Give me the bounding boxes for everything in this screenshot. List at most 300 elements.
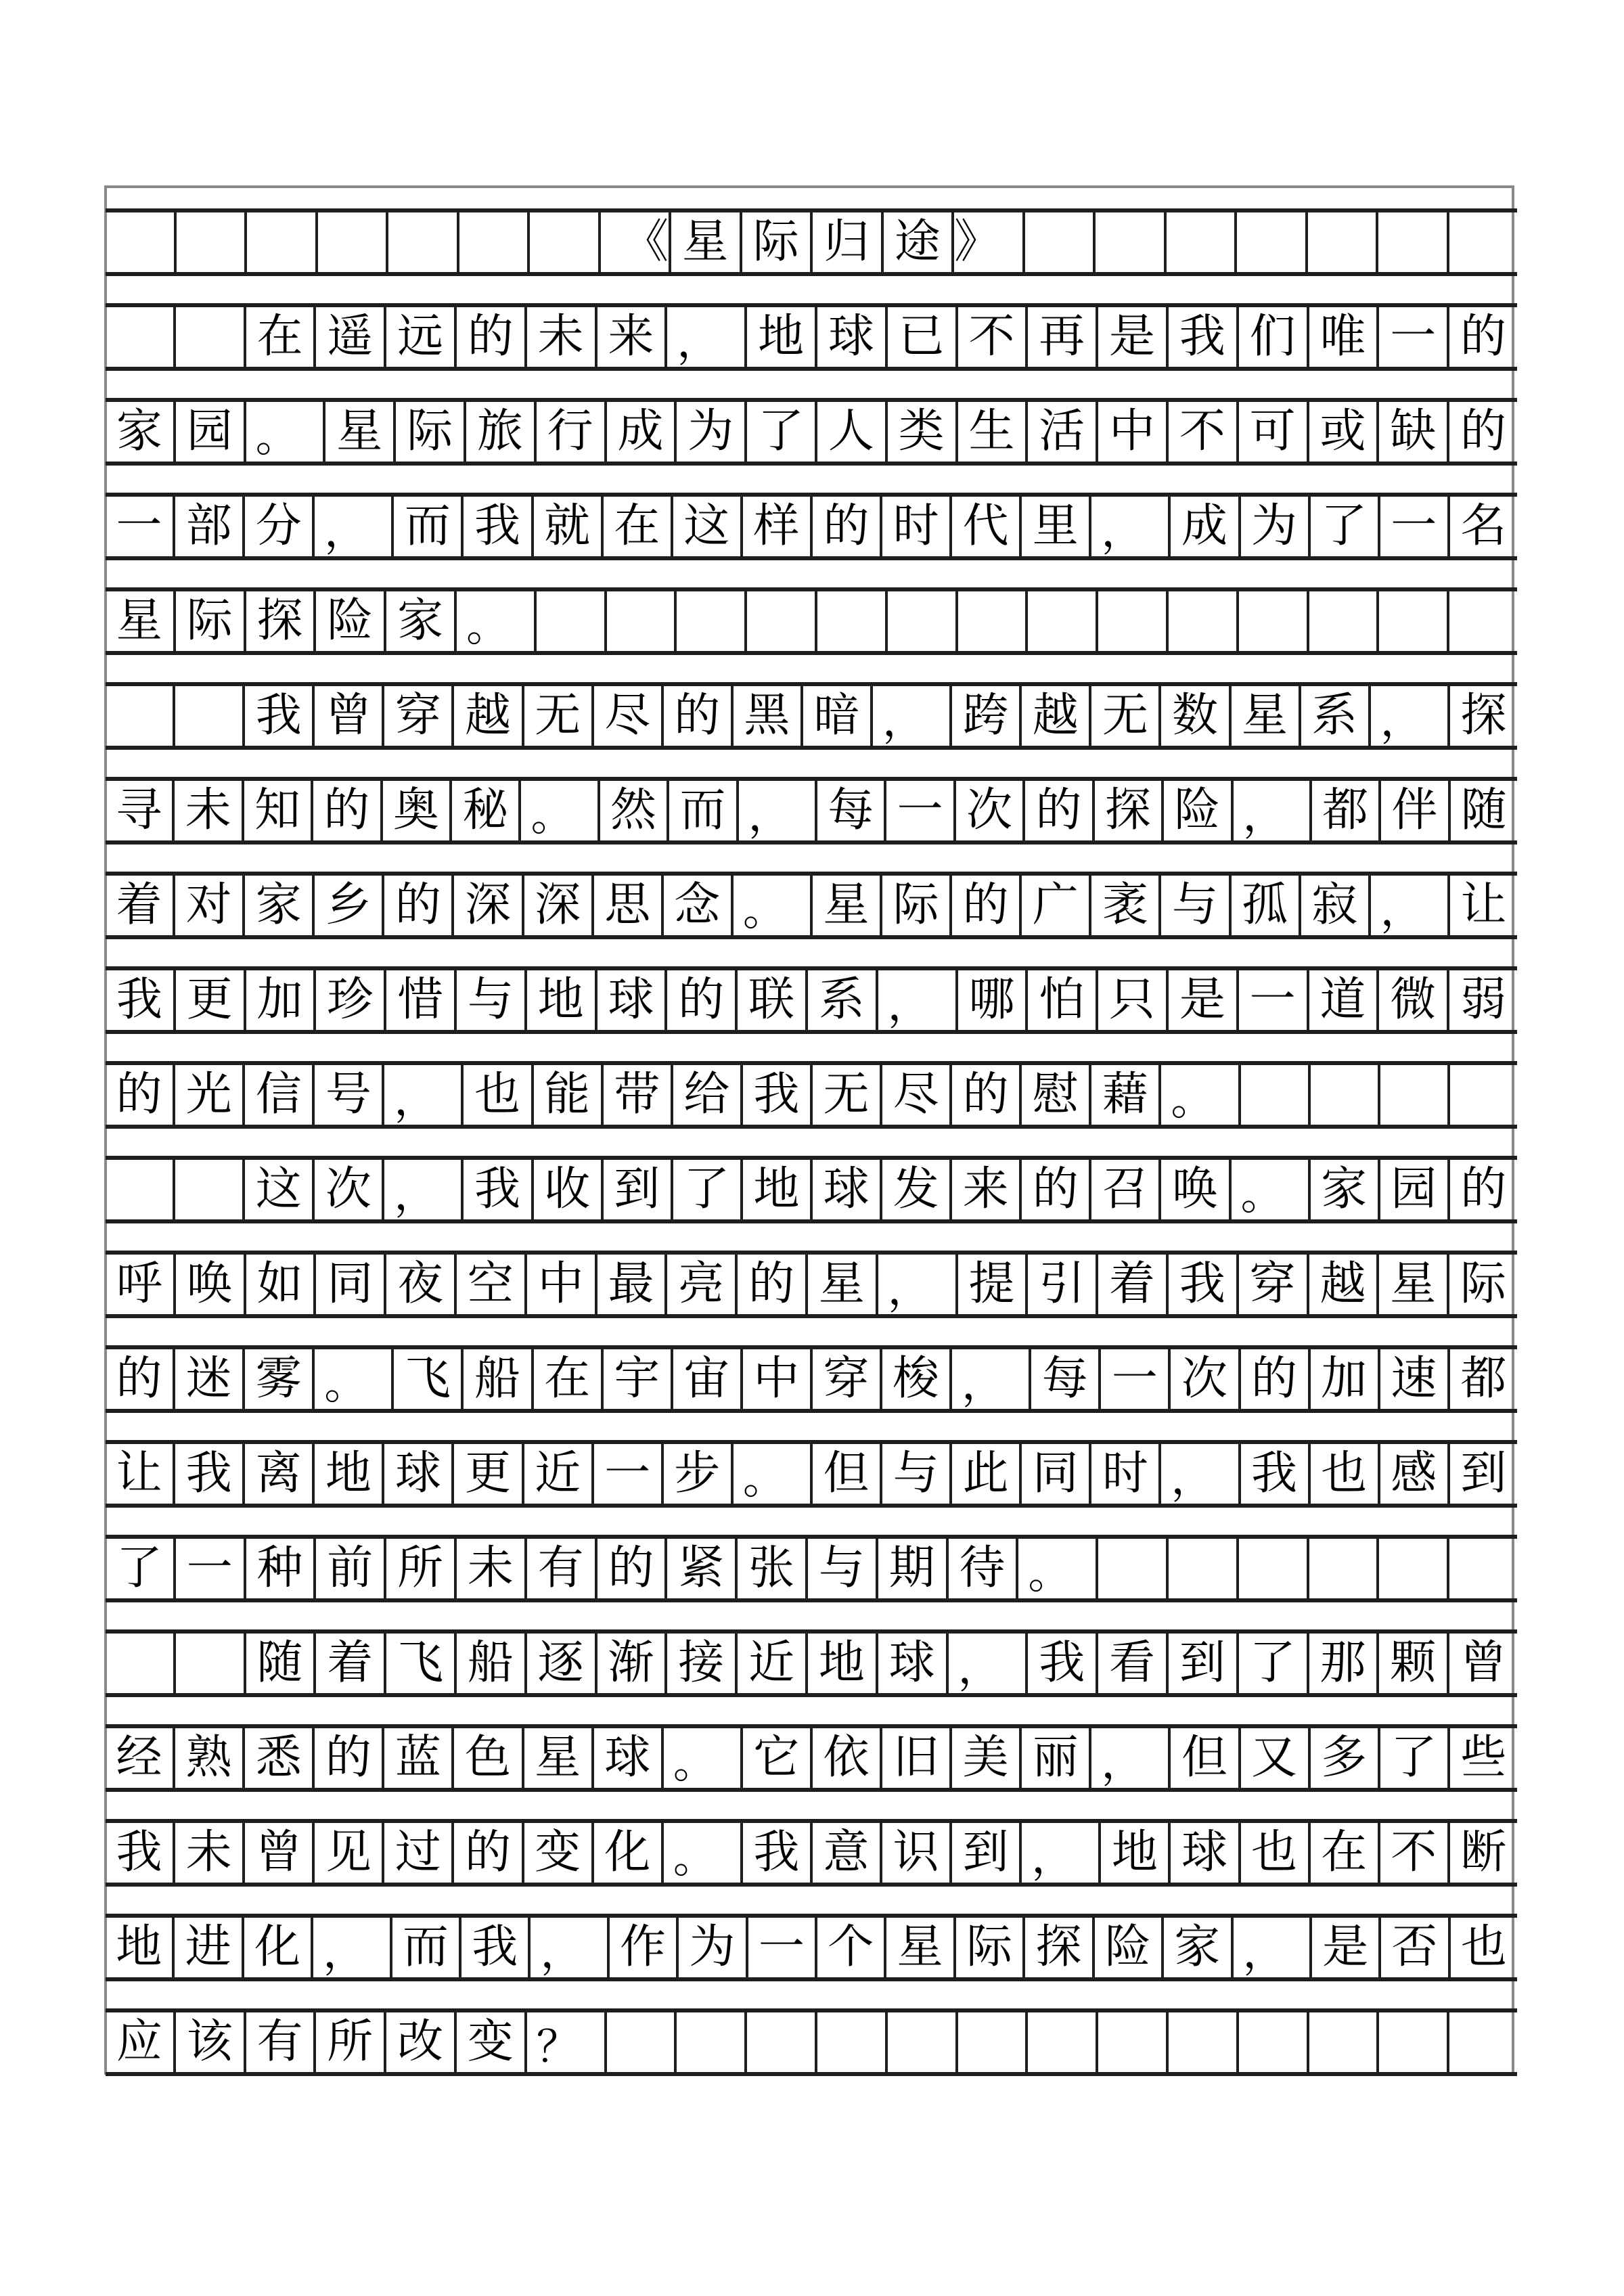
char-cell: 步	[661, 1444, 731, 1504]
char-cell: 的	[116, 1068, 162, 1121]
char-cell: 念	[661, 876, 731, 935]
char-cell: 的	[735, 1255, 805, 1314]
char-cell: 在	[244, 307, 314, 367]
char-cell: 分	[242, 497, 312, 556]
grid-row	[106, 777, 1517, 845]
char-cell: ，	[311, 1918, 389, 1977]
char-cell: 个	[815, 1918, 884, 1977]
char-cell: 。	[1229, 1160, 1308, 1219]
empty-cell	[1447, 1065, 1517, 1125]
char-cell: 些	[1447, 1728, 1517, 1788]
empty-cell	[315, 212, 386, 272]
char-cell: 部	[173, 497, 242, 556]
char-cell: 深	[522, 876, 591, 935]
char-cell: 。	[1016, 1539, 1096, 1598]
char-cell: 知	[242, 781, 311, 840]
char-cell: 变	[454, 2012, 524, 2072]
char-cell: 最	[595, 1255, 665, 1314]
char-cell: 了	[1308, 497, 1378, 556]
empty-cell	[173, 686, 242, 746]
char-cell: 黑	[731, 686, 800, 746]
char-cell: 更	[173, 970, 244, 1030]
char-cell: 伴	[1378, 781, 1447, 840]
char-cell: 依	[810, 1728, 880, 1788]
char-cell: 该	[173, 2012, 244, 2072]
char-cell: 离	[242, 1444, 312, 1504]
empty-cell	[1234, 212, 1305, 272]
char-cell: 的	[1447, 402, 1517, 462]
char-cell: 未	[172, 781, 241, 840]
char-cell: 球	[876, 1634, 946, 1693]
empty-cell	[106, 1160, 173, 1219]
char-cell: 怕	[1025, 970, 1096, 1030]
empty-cell	[1307, 1539, 1377, 1598]
empty-cell	[674, 591, 744, 651]
char-cell: 船	[454, 1634, 524, 1693]
char-cell: 球	[810, 1160, 880, 1219]
char-cell: 探	[244, 591, 314, 651]
char-cell: ，	[1231, 781, 1309, 840]
empty-cell	[1376, 212, 1447, 272]
char-cell: 否	[1378, 1918, 1447, 1977]
char-cell: 让	[116, 1447, 162, 1500]
char-cell: 的	[1447, 1160, 1517, 1219]
char-cell: 每	[1029, 1349, 1098, 1409]
char-cell: 化	[591, 1823, 661, 1883]
char-cell: 所	[384, 1539, 454, 1598]
char-cell: 但	[810, 1444, 880, 1504]
empty-cell	[1096, 2012, 1166, 2072]
char-cell: 里	[1019, 497, 1089, 556]
char-cell: 联	[735, 970, 805, 1030]
char-cell: 地	[744, 307, 815, 367]
empty-cell	[815, 2012, 885, 2072]
char-cell: 的	[1447, 307, 1517, 367]
empty-cell	[604, 2012, 675, 2072]
empty-cell	[1236, 1539, 1307, 1598]
empty-cell	[1447, 212, 1518, 272]
char-cell: 是	[1166, 970, 1236, 1030]
grid-row	[106, 682, 1517, 750]
grid-row	[106, 1345, 1517, 1413]
char-cell: 唤	[173, 1255, 244, 1314]
char-cell: 家	[242, 876, 312, 935]
char-cell: 星	[884, 1918, 953, 1977]
char-cell: 球	[591, 1728, 661, 1788]
char-cell: 号	[312, 1065, 382, 1125]
char-cell: 秘	[449, 781, 518, 840]
empty-cell	[1376, 2012, 1447, 2072]
title-char-cell: 》	[951, 212, 1022, 272]
char-cell: ，	[876, 970, 955, 1030]
char-cell: 的	[949, 1065, 1019, 1125]
char-cell: 的	[116, 1352, 162, 1405]
char-cell: 美	[949, 1728, 1019, 1788]
char-cell: 此	[949, 1444, 1019, 1504]
empty-cell	[955, 591, 1026, 651]
char-cell: 。	[244, 402, 323, 462]
char-cell: 再	[1025, 307, 1096, 367]
char-cell: 星	[805, 1255, 876, 1314]
char-cell: 与	[1158, 876, 1228, 935]
empty-cell	[1096, 1539, 1166, 1598]
char-cell: 过	[382, 1823, 451, 1883]
char-cell: 一	[1098, 1349, 1168, 1409]
char-cell: 穿	[810, 1349, 880, 1409]
char-cell: 一	[1378, 497, 1447, 556]
char-cell: 多	[1308, 1728, 1378, 1788]
char-cell: ，	[946, 1634, 1026, 1693]
char-cell: 加	[244, 970, 314, 1030]
char-cell: 的	[1022, 781, 1091, 840]
char-cell: ，	[949, 1349, 1029, 1409]
empty-cell	[1025, 2012, 1096, 2072]
char-cell: 亮	[664, 1255, 735, 1314]
char-cell: 带	[601, 1065, 671, 1125]
grid-row	[106, 966, 1517, 1034]
char-cell: 唯	[1307, 307, 1377, 367]
char-cell: 渐	[595, 1634, 665, 1693]
char-cell: 我	[459, 1918, 528, 1977]
char-cell: 宇	[601, 1349, 671, 1409]
grid-row	[106, 587, 1517, 655]
char-cell: 就	[531, 497, 601, 556]
char-cell: 。	[1158, 1065, 1238, 1125]
char-cell: 飞	[391, 1349, 461, 1409]
char-cell: 珍	[313, 970, 384, 1030]
char-cell: 那	[1307, 1634, 1377, 1693]
char-cell: ，	[1368, 686, 1447, 746]
char-cell: 宙	[671, 1349, 740, 1409]
char-cell: 到	[601, 1160, 671, 1219]
char-cell: 都	[1309, 781, 1378, 840]
char-cell: 地	[312, 1444, 382, 1504]
char-cell: ，	[382, 1065, 461, 1125]
char-cell: 随	[1448, 781, 1517, 840]
char-cell: 雾	[242, 1349, 312, 1409]
title-char-cell: 《	[598, 212, 669, 272]
char-cell: 越	[451, 686, 521, 746]
char-cell: 为	[674, 402, 744, 462]
char-cell: 而	[667, 781, 736, 840]
char-cell: 见	[312, 1823, 382, 1883]
char-cell: 无	[810, 1065, 880, 1125]
char-cell: 的	[661, 686, 731, 746]
char-cell: ，	[1158, 1444, 1238, 1504]
char-cell: 在	[601, 497, 671, 556]
char-cell: 蓝	[382, 1728, 451, 1788]
char-cell: 思	[591, 876, 661, 935]
char-cell: 微	[1376, 970, 1447, 1030]
empty-cell	[955, 2012, 1026, 2072]
empty-cell	[1166, 2012, 1236, 2072]
char-cell: ，	[382, 1160, 461, 1219]
char-cell: 尽	[591, 686, 661, 746]
char-cell: 发	[880, 1160, 949, 1219]
empty-cell	[1378, 1065, 1447, 1125]
char-cell: 对	[173, 876, 242, 935]
char-cell: 我	[1166, 1255, 1236, 1314]
empty-cell	[1307, 2012, 1377, 2072]
char-cell: 也	[1308, 1444, 1378, 1504]
grid-row	[106, 1629, 1517, 1697]
char-cell: 人	[815, 402, 885, 462]
char-cell: 次	[1168, 1349, 1238, 1409]
char-cell: 次	[953, 781, 1022, 840]
char-cell: 家	[1161, 1918, 1230, 1977]
char-cell: 地	[805, 1634, 876, 1693]
char-cell: 而	[391, 497, 461, 556]
grid-row	[106, 1724, 1517, 1792]
char-cell: 梭	[880, 1349, 949, 1409]
char-cell: 看	[1096, 1634, 1166, 1693]
char-cell: 探	[1092, 781, 1161, 840]
char-cell: 星	[810, 876, 880, 935]
char-cell: 。	[661, 1823, 740, 1883]
grid-row	[106, 1061, 1517, 1129]
char-cell: 为	[1238, 497, 1308, 556]
char-cell: 不	[955, 307, 1026, 367]
char-cell: 船	[461, 1349, 531, 1409]
char-cell: 夜	[384, 1255, 454, 1314]
char-cell: 的	[1238, 1349, 1308, 1409]
char-cell: 越	[1019, 686, 1089, 746]
grid-row	[106, 398, 1517, 466]
empty-cell	[534, 591, 604, 651]
char-cell: 我	[116, 973, 162, 1027]
char-cell: 际	[953, 1918, 1022, 1977]
char-cell: 到	[949, 1823, 1019, 1883]
char-cell: 意	[810, 1823, 880, 1883]
char-cell: 逐	[524, 1634, 595, 1693]
char-cell: 的	[664, 970, 735, 1030]
char-cell: 险	[313, 591, 384, 651]
char-cell: 熟	[173, 1728, 242, 1788]
char-cell: 了	[671, 1160, 740, 1219]
empty-cell	[1166, 591, 1236, 651]
char-cell: 能	[531, 1065, 601, 1125]
char-cell: 唤	[1158, 1160, 1228, 1219]
char-cell: 一	[116, 499, 162, 553]
empty-cell	[1022, 212, 1093, 272]
char-cell: 际	[1447, 1255, 1517, 1314]
char-cell: 信	[242, 1065, 312, 1125]
char-cell: 随	[244, 1634, 314, 1693]
empty-cell	[457, 212, 528, 272]
char-cell: 到	[1447, 1444, 1517, 1504]
char-cell: 这	[242, 1160, 312, 1219]
char-cell: 一	[591, 1444, 661, 1504]
empty-cell	[885, 591, 955, 651]
empty-cell	[885, 2012, 955, 2072]
char-cell: 提	[955, 1255, 1026, 1314]
char-cell: 样	[740, 497, 810, 556]
char-cell: 断	[1447, 1823, 1517, 1883]
char-cell: ，	[664, 307, 744, 367]
char-cell: 乡	[312, 876, 382, 935]
char-cell: 改	[384, 2012, 454, 2072]
char-cell: 我	[1025, 1634, 1096, 1693]
char-cell: 可	[1236, 402, 1307, 462]
char-cell: 中	[740, 1349, 810, 1409]
char-cell: 我	[1238, 1444, 1308, 1504]
char-cell: 我	[116, 1826, 162, 1879]
char-cell: ，	[876, 1255, 955, 1314]
char-cell: 一	[1376, 307, 1447, 367]
char-cell: 张	[735, 1539, 805, 1598]
char-cell: 速	[1378, 1349, 1447, 1409]
char-cell: 是	[1096, 307, 1166, 367]
char-cell: 经	[116, 1731, 162, 1784]
char-cell: 弱	[1447, 970, 1517, 1030]
char-cell: 来	[949, 1160, 1019, 1219]
char-cell: 家	[116, 405, 162, 458]
title-char-cell: 归	[810, 212, 881, 272]
empty-cell	[1236, 591, 1307, 651]
empty-cell	[815, 591, 885, 651]
char-cell: 色	[451, 1728, 521, 1788]
char-cell: 引	[1025, 1255, 1096, 1314]
char-cell: 中	[524, 1255, 595, 1314]
char-cell: 来	[595, 307, 665, 367]
empty-cell	[1447, 591, 1517, 651]
char-cell: 未	[454, 1539, 524, 1598]
empty-cell	[527, 212, 598, 272]
char-cell: 越	[1307, 1255, 1377, 1314]
char-cell: 同	[1019, 1444, 1089, 1504]
char-cell: 进	[172, 1918, 241, 1977]
char-cell: 也	[461, 1065, 531, 1125]
char-cell: 行	[534, 402, 604, 462]
char-cell: 在	[531, 1349, 601, 1409]
char-cell: 数	[1158, 686, 1228, 746]
char-cell: 加	[1308, 1349, 1378, 1409]
char-cell: 着	[116, 878, 162, 932]
char-cell: 藉	[1089, 1065, 1158, 1125]
char-cell: 穿	[382, 686, 451, 746]
char-cell: ，	[1231, 1918, 1309, 1977]
char-cell: 不	[1166, 402, 1236, 462]
grid-row	[106, 872, 1517, 939]
char-cell: 丽	[1019, 1728, 1089, 1788]
char-cell: 遥	[313, 307, 384, 367]
char-cell: 有	[524, 1539, 595, 1598]
char-cell: 空	[454, 1255, 524, 1314]
char-cell: 险	[1092, 1918, 1161, 1977]
char-cell: 地	[524, 970, 595, 1030]
char-cell: 化	[242, 1918, 311, 1977]
char-cell: 。	[518, 781, 597, 840]
char-cell: 悉	[242, 1728, 312, 1788]
empty-cell	[1166, 1539, 1236, 1598]
char-cell: 作	[607, 1918, 676, 1977]
empty-cell	[604, 591, 675, 651]
char-cell: 我	[461, 1160, 531, 1219]
char-cell: 广	[1019, 876, 1089, 935]
char-cell: 探	[1022, 1918, 1091, 1977]
char-cell: 也	[1448, 1918, 1517, 1977]
empty-cell	[173, 1634, 244, 1693]
char-cell: 光	[173, 1065, 242, 1125]
char-cell: 星	[1229, 686, 1299, 746]
char-cell: 一	[746, 1918, 815, 1977]
char-cell: 球	[382, 1444, 451, 1504]
char-cell: 远	[384, 307, 454, 367]
char-cell: 暗	[800, 686, 870, 746]
char-cell: 探	[1447, 686, 1517, 746]
char-cell: 曾	[312, 686, 382, 746]
char-cell: 了	[744, 402, 815, 462]
char-cell: 未	[524, 307, 595, 367]
char-cell: 星	[116, 594, 162, 648]
char-cell: 与	[805, 1539, 876, 1598]
empty-cell	[1308, 1065, 1378, 1125]
char-cell: ，	[736, 781, 815, 840]
char-cell: 的	[312, 1728, 382, 1788]
char-cell: 的	[451, 1823, 521, 1883]
char-cell: 生	[955, 402, 1026, 462]
empty-cell	[1025, 591, 1096, 651]
char-cell: 穿	[1236, 1255, 1307, 1314]
char-cell: 中	[1096, 402, 1166, 462]
char-cell: 与	[880, 1444, 949, 1504]
char-cell: 颗	[1376, 1634, 1447, 1693]
char-cell: 而	[390, 1918, 459, 1977]
char-cell: 系	[805, 970, 876, 1030]
char-cell: 我	[173, 1444, 242, 1504]
char-cell: 。	[661, 1728, 740, 1788]
char-cell: 险	[1161, 781, 1230, 840]
char-cell: 时	[1089, 1444, 1158, 1504]
empty-cell	[106, 212, 174, 272]
grid-row	[106, 1251, 1517, 1318]
char-cell: 前	[313, 1539, 384, 1598]
char-cell: 有	[244, 2012, 314, 2072]
empty-cell	[173, 307, 244, 367]
char-cell: 奥	[380, 781, 449, 840]
grid-row	[106, 1156, 1517, 1223]
char-cell: 已	[885, 307, 955, 367]
empty-cell	[1238, 1065, 1308, 1125]
empty-cell	[1376, 591, 1447, 651]
char-cell: 我	[461, 497, 531, 556]
empty-cell	[1376, 1539, 1447, 1598]
char-cell: 。	[731, 876, 810, 935]
char-cell: 期	[876, 1539, 946, 1598]
char-cell: 如	[244, 1255, 314, 1314]
char-cell: 与	[454, 970, 524, 1030]
grid-row	[106, 303, 1517, 371]
char-cell: 。	[731, 1444, 810, 1504]
empty-cell	[1305, 212, 1376, 272]
char-cell: ，	[1089, 1728, 1168, 1788]
char-cell: 袤	[1089, 876, 1158, 935]
char-cell: 球	[815, 307, 885, 367]
char-cell: 无	[522, 686, 591, 746]
char-cell: 近	[522, 1444, 591, 1504]
char-cell: 深	[451, 876, 521, 935]
char-cell: 园	[173, 402, 244, 462]
char-cell: 星	[1376, 1255, 1447, 1314]
char-cell: 的	[454, 307, 524, 367]
title-char-cell: 际	[740, 212, 811, 272]
char-cell: 待	[946, 1539, 1016, 1598]
char-cell: ？	[524, 2012, 604, 2072]
char-cell: 寻	[116, 784, 162, 837]
empty-cell	[1093, 212, 1164, 272]
empty-cell	[106, 307, 173, 367]
empty-cell	[386, 212, 457, 272]
